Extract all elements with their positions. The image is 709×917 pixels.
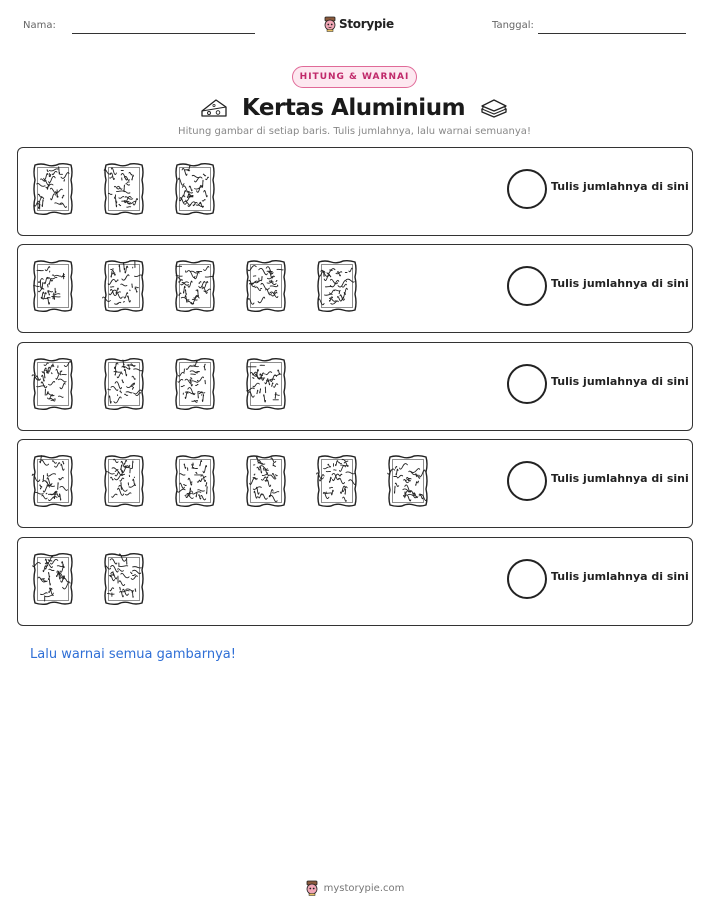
page-title: Kertas Aluminium — [241, 95, 466, 121]
count-row-1 — [17, 147, 693, 236]
aluminium-foil-icon — [244, 259, 288, 313]
foil-item — [386, 454, 430, 508]
aluminium-foil-icon — [315, 454, 359, 508]
foil-item — [31, 162, 75, 216]
count-row-5 — [17, 537, 693, 626]
date-label: Tanggal: — [492, 20, 534, 31]
foil-item — [244, 357, 288, 411]
brand-name: Storypie — [339, 17, 394, 31]
foil-item — [31, 357, 75, 411]
worksheet-header — [0, 14, 709, 38]
foil-item — [102, 259, 146, 313]
answer-label: Tulis jumlahnya di sini — [551, 277, 689, 290]
foil-item — [173, 162, 217, 216]
foil-item — [173, 357, 217, 411]
answer-circle[interactable] — [507, 364, 547, 404]
foil-item — [173, 454, 217, 508]
name-line — [72, 33, 255, 34]
aluminium-foil-icon — [31, 259, 75, 313]
coloring-instruction: Lalu warnai semua gambarnya! — [30, 647, 236, 662]
aluminium-foil-icon — [173, 357, 217, 411]
answer-label: Tulis jumlahnya di sini — [551, 570, 689, 583]
title-row — [0, 92, 709, 124]
foil-item — [173, 259, 217, 313]
aluminium-foil-icon — [244, 357, 288, 411]
count-row-4 — [17, 439, 693, 528]
aluminium-foil-icon — [244, 454, 288, 508]
aluminium-foil-icon — [386, 454, 430, 508]
foil-item — [31, 259, 75, 313]
aluminium-foil-icon — [31, 552, 75, 606]
aluminium-foil-icon — [102, 552, 146, 606]
answer-label: Tulis jumlahnya di sini — [551, 375, 689, 388]
answer-circle[interactable] — [507, 559, 547, 599]
aluminium-foil-icon — [31, 162, 75, 216]
sandwich-icon — [479, 97, 509, 119]
foil-item — [102, 552, 146, 606]
aluminium-foil-icon — [173, 454, 217, 508]
foil-item — [244, 454, 288, 508]
category-badge-label: HITUNG & WARNAI — [299, 72, 410, 82]
aluminium-foil-icon — [31, 454, 75, 508]
category-badge — [292, 66, 417, 88]
aluminium-foil-icon — [173, 162, 217, 216]
aluminium-foil-icon — [173, 259, 217, 313]
foil-item — [31, 552, 75, 606]
instructions: Hitung gambar di setiap baris. Tulis jumlahnya, lalu warnai semuanya! — [178, 126, 531, 137]
storypie-mascot-icon — [305, 880, 319, 896]
foil-item — [315, 259, 359, 313]
aluminium-foil-icon — [31, 357, 75, 411]
aluminium-foil-icon — [102, 162, 146, 216]
answer-label: Tulis jumlahnya di sini — [551, 180, 689, 193]
aluminium-foil-icon — [102, 259, 146, 313]
storypie-mascot-icon — [323, 16, 337, 32]
answer-label: Tulis jumlahnya di sini — [551, 472, 689, 485]
foil-item — [102, 162, 146, 216]
foil-item — [102, 357, 146, 411]
count-row-2 — [17, 244, 693, 333]
answer-circle[interactable] — [507, 461, 547, 501]
foil-item — [315, 454, 359, 508]
foil-item — [244, 259, 288, 313]
footer-url: mystorypie.com — [323, 882, 405, 894]
foil-item — [102, 454, 146, 508]
answer-circle[interactable] — [507, 169, 547, 209]
name-label: Nama: — [23, 20, 56, 31]
foil-item — [31, 454, 75, 508]
aluminium-foil-icon — [102, 357, 146, 411]
cheese-icon — [200, 97, 228, 119]
footer-brand — [0, 878, 709, 898]
answer-circle[interactable] — [507, 266, 547, 306]
aluminium-foil-icon — [102, 454, 146, 508]
brand-logo — [323, 14, 394, 34]
count-row-3 — [17, 342, 693, 431]
date-line — [538, 33, 686, 34]
aluminium-foil-icon — [315, 259, 359, 313]
